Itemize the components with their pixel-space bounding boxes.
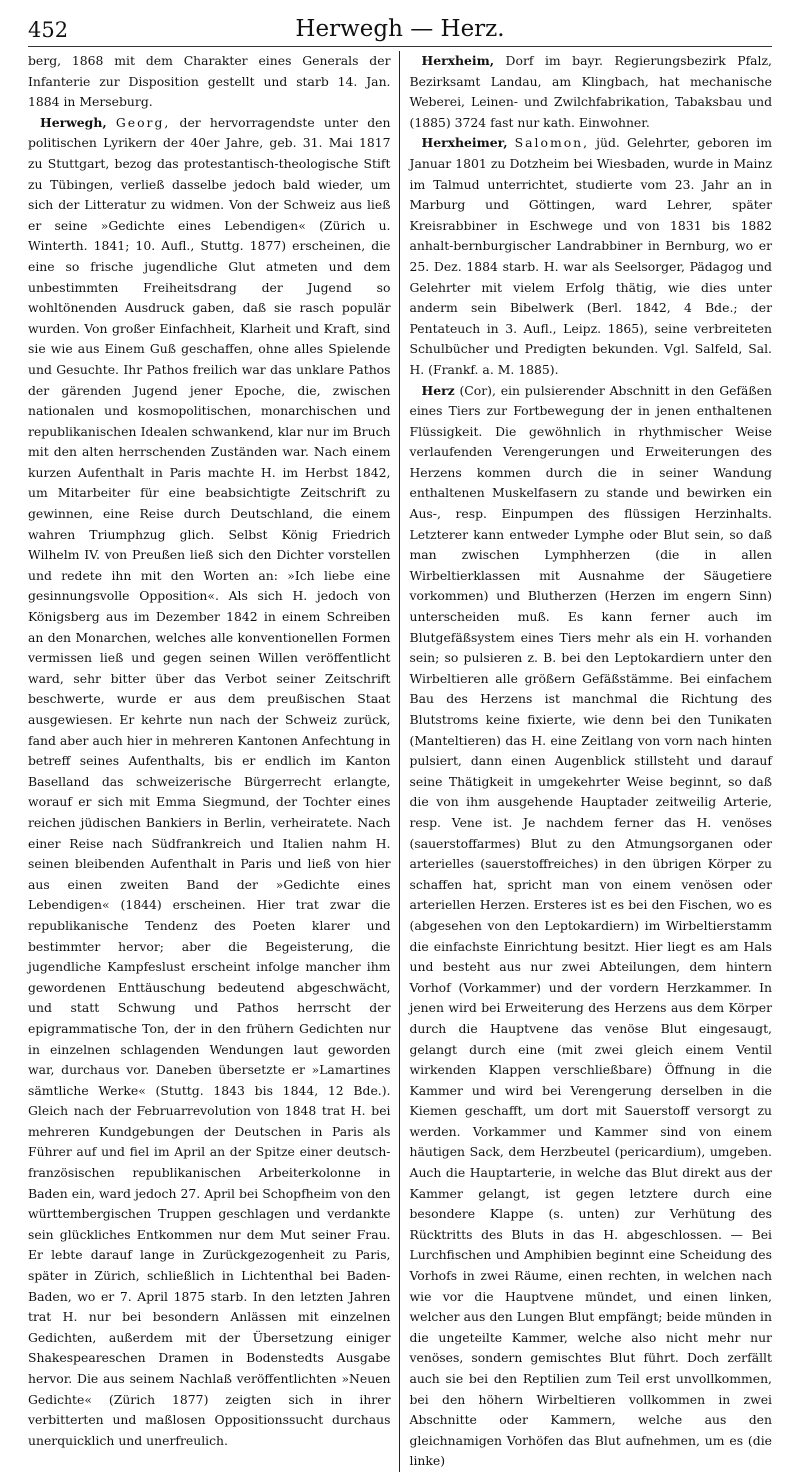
text-columns bbox=[28, 51, 772, 1472]
page-number: 452 bbox=[28, 18, 69, 42]
continued-entry bbox=[28, 51, 391, 113]
entry-herxheimer bbox=[410, 133, 773, 380]
entry-headword: Herwegh, bbox=[40, 114, 107, 130]
entry-given-name: Georg, bbox=[115, 114, 171, 130]
entry-headword: Herxheim, bbox=[421, 53, 495, 68]
page-header bbox=[28, 12, 772, 47]
entry-text: jüd. Gelehrter, geboren im Januar 1801 zu Dotzheim bei Wiesbaden, wurde in Mainz im Talmud unterrichtet, studierte vom 23. Jahr an in Marburg und Göttingen, ward Lehrer, später Kreisrabbiner in Eschwege und von 1831 bis 1882 anhalt-bernburgischer Landrabbiner in Bernburg, wo er 25. Dez. 1884 starb. H. war als Seelsorger, Pädagog und Gelehrter mit vielem Erfolg thätig, wie dies unter anderm sein Bibelwerk (Berl. 1842, 4 Bde.; der Pentateuch in 3. Aufl., Leipz. 1865), seine verbreiteten Schulbücher und Predigten bekunden. Vgl. Salfeld, Sal. H. (Frankf. a. M. 1885). bbox=[409, 135, 772, 377]
running-head: Herwegh — Herz. bbox=[295, 16, 505, 42]
entry-headword: Herxheimer, bbox=[421, 135, 508, 151]
entry-text: (Cor), ein pulsierender Abschnitt in den Gefäßen eines Tiers zur Fortbewegung der in jenen enthaltenen Flüssigkeit. Die gewöhnlich in rhythmischer Weise verlaufenden Verengerungen und Erweiterungen des Herzens kommen durch die in seiner Wandung enthaltenen Muskelfasern zu stande und bewirken ein Aus-, resp. Einpumpen des flüssigen Herzinhalts. Letzterer kann entweder Lymphe oder Blut sein, so daß man zwischen Lymphherzen (die in allen Wirbeltierklassen mit Ausnahme der Säugetiere vorkommen) und Blutherzen (Herzen im engern Sinn) unterscheiden muß. Es kann ferner auch im Blutgefäßsystem eines Tiers mehr als ein H. vorhanden sein; so pulsieren z. B. bei den Leptokardiern unter den Wirbeltieren alle größern Gefäßstämme. Bei einfachem Bau des Herzens ist manchmal die Richtung des Blutstroms keine fixierte, wie denn bei den Tunikaten (Manteltieren) das H. eine Zeitlang von vorn nach hinten pulsiert, dann einen Augenblick stillsteht und darauf seine Thätigkeit in umgekehrter Weise beginnt, so daß die von ihm ausgehende Hauptader zeitweilig Arterie, resp. Vene ist. Je nachdem ferner das H. venöses (sauerstoffarmes) Blut zu den Atmungsorganen oder arterielles (sauerstoffreiches) in den übrigen Körper zu schaffen hat, spricht man von einem venösen oder arteriellen Herzen. Ersteres ist es bei den Fischen, wo es (abgesehen von den Leptokardiern) im Wirbeltierstamm die einfachste Einrichtung besitzt. Hier liegt es am Hals und besteht aus nur zwei Abteilungen, dem hintern Vorhof (Vorkammer) und der vordern Herzkammer. In jenen wird bei Erweiterung des Herzens aus dem Körper durch die Hauptvene das venöse Blut eingesaugt, gelangt durch eine (mit zwei gleich einem Ventil wirkenden Klappen verschließbare) Öffnung in die Kammer und wird bei Verengerung derselben in die Kiemen geschafft, um dort mit Sauerstoff versorgt zu werden. Vorkammer und Kammer sind von einem häutigen Sack, dem Herzbeutel (pericardium), umgeben. Auch die Hauptarterie, in welche das Blut direkt aus der Kammer gelangt, ist gegen letztere durch eine besondere Klappe (s. unten) zur Verhütung des Rücktritts des Bluts in das H. abgeschlossen. — Bei Lurchfischen und Amphibien beginnt eine Scheidung des Vorhofs in zwei Räume, einen rechten, in welchen nach wie vor die Hauptvene mündet, und einen linken, welcher aus den Lungen Blut empfängt; beide münden in die ungeteilte Kammer, welche also nicht mehr nur venöses, sondern gemischtes Blut führt. Doch zerfällt auch sie bei den Reptilien zum Teil erst unvollkommen, bei den höhern Wirbeltieren vollkommen in zwei Abschnitte oder Kammern, welche aus den gleichnamigen Vorhöfen das Blut aufnehmen, um es (die linke) bbox=[409, 382, 772, 1469]
continued-text: berg, 1868 mit dem Charakter eines Generals der Infanterie zur Disposition gestellt und starb 14. Jan. 1884 in Merseburg. bbox=[28, 53, 391, 110]
entry-herz bbox=[410, 381, 773, 1472]
entry-text: der hervorragendste unter den politischen Lyrikern der 40er Jahre, geb. 31. Mai 1817 zu Stuttgart, bezog das protestantisch-theologische Stift zu Tübingen, verließ dasselbe jedoch bald wieder, um sich der Litteratur zu widmen. Von der Schweiz aus ließ er seine »Gedichte eines Lebendigen« (Zürich u. Winterth. 1841; 10. Aufl., Stuttg. 1877) erscheinen, die eine so frische jugendliche Glut atmeten und dem unbestimmten Freiheitsdrang der Jugend so wohltönenden Ausdruck gaben, daß sie rasch populär wurden. Von großer Einfachheit, Klarheit und Kraft, sind sie wie aus Einem Guß geschaffen, ohne alles Spielende und Gesuchte. Ihr Pathos freilich war das unklare Pathos der gärenden Jugend jener Epoche, die, zwischen nationalen und kosmopolitischen, monarchischen und republikanischen Idealen schwankend, klar nur im Bruch mit den alten herrschenden Zuständen war. Nach einem kurzen Aufenthalt in Paris machte H. im Herbst 1842, um Mitarbeiter für eine beabsichtigte Zeitschrift zu gewinnen, eine Reise durch Deutschland, die einem wahren Triumphzug glich. Selbst König Friedrich Wilhelm IV. von Preußen ließ sich den Dichter vorstellen und redete ihn mit den Worten an: »Ich liebe eine gesinnungsvolle Opposition«. Als sich H. jedoch von Königsberg aus im Dezember 1842 in einem Schreiben an den Monarchen, welches alle konventionellen Formen vermissen ließ und gegen seinen Willen veröffentlicht ward, sehr bitter über das Verbot seiner Zeitschrift beschwerte, wurde er aus dem preußischen Staat ausgewiesen. Er kehrte nun nach der Schweiz zurück, fand aber auch hier in mehreren Kantonen Anfechtung in betreff seines Aufenthalts, bis er endlich im Kanton Baselland das schweizerische Bürgerrecht erlangte, worauf er sich mit Emma Siegmund, der Tochter eines reichen jüdischen Bankiers in Berlin, verheiratete. Nach einer Reise nach Südfrankreich und Italien nahm H. seinen bleibenden Aufenthalt in Paris und ließ von hier aus einen zweiten Band der »Gedichte eines Lebendigen« (1844) erscheinen. Hier trat zwar die republikanische Tendenz des Poeten klarer und bestimmter hervor; aber die Begeisterung, die jugendliche Kampfeslust erscheint infolge mancher ihm gewordenen Enttäuschung bedeutend abgeschwächt, und statt Schwung und Pathos herrscht der epigrammatische Ton, der in den frühern Gedichten nur in einzelnen schlagenden Wendungen laut geworden war, durchaus vor. Daneben übersetzte er »Lamartines sämtliche Werke« (Stuttg. 1843 bis 1844, 12 Bde.). Gleich nach der Februarrevolution von 1848 trat H. bei mehreren Kundgebungen der Deutschen in Paris als Führer auf und fiel im April an der Spitze einer deutsch-französischen republikanischen Arbeiterkolonne in Baden ein, ward jedoch 27. April bei Schopfheim von den württembergischen Truppen geschlagen und verdankte sein glückliches Entkommen nur dem Mut seiner Frau. Er lebte darauf lange in Zurückgezogenheit zu Paris, später in Zürich, schließlich in Lichtenthal bei Baden-Baden, wo er 7. April 1875 starb. In den letzten Jahren trat H. nur bei besondern Anlässen mit einzelnen Gedichten, außerdem mit der Übersetzung einiger Shakespeareschen Dramen in Bodenstedts Ausgabe hervor. Die aus seinem Nachlaß veröffentlichten »Neuen Gedichte« (Zürich 1877) zeigten sich in ihrer verbitterten und maßlosen Oppositionssucht durchaus unerquicklich und unerfreulich. bbox=[28, 114, 391, 1448]
left-column bbox=[28, 51, 400, 1472]
entry-given-name: Salomon, bbox=[514, 135, 590, 151]
entry-text: Dorf im bayr. Regierungsbezirk Pfalz, Bezirksamt Landau, am Klingbach, hat mechanische Weberei, Leinen- und Zwilchfabrikation, Tabaksbau und (1885) 3724 fast nur kath. Einwohner. bbox=[409, 53, 772, 130]
entry-headword: Herz bbox=[421, 382, 455, 398]
entry-herwegh bbox=[28, 113, 391, 1452]
entry-herxheim bbox=[410, 51, 773, 133]
right-column bbox=[400, 51, 773, 1472]
